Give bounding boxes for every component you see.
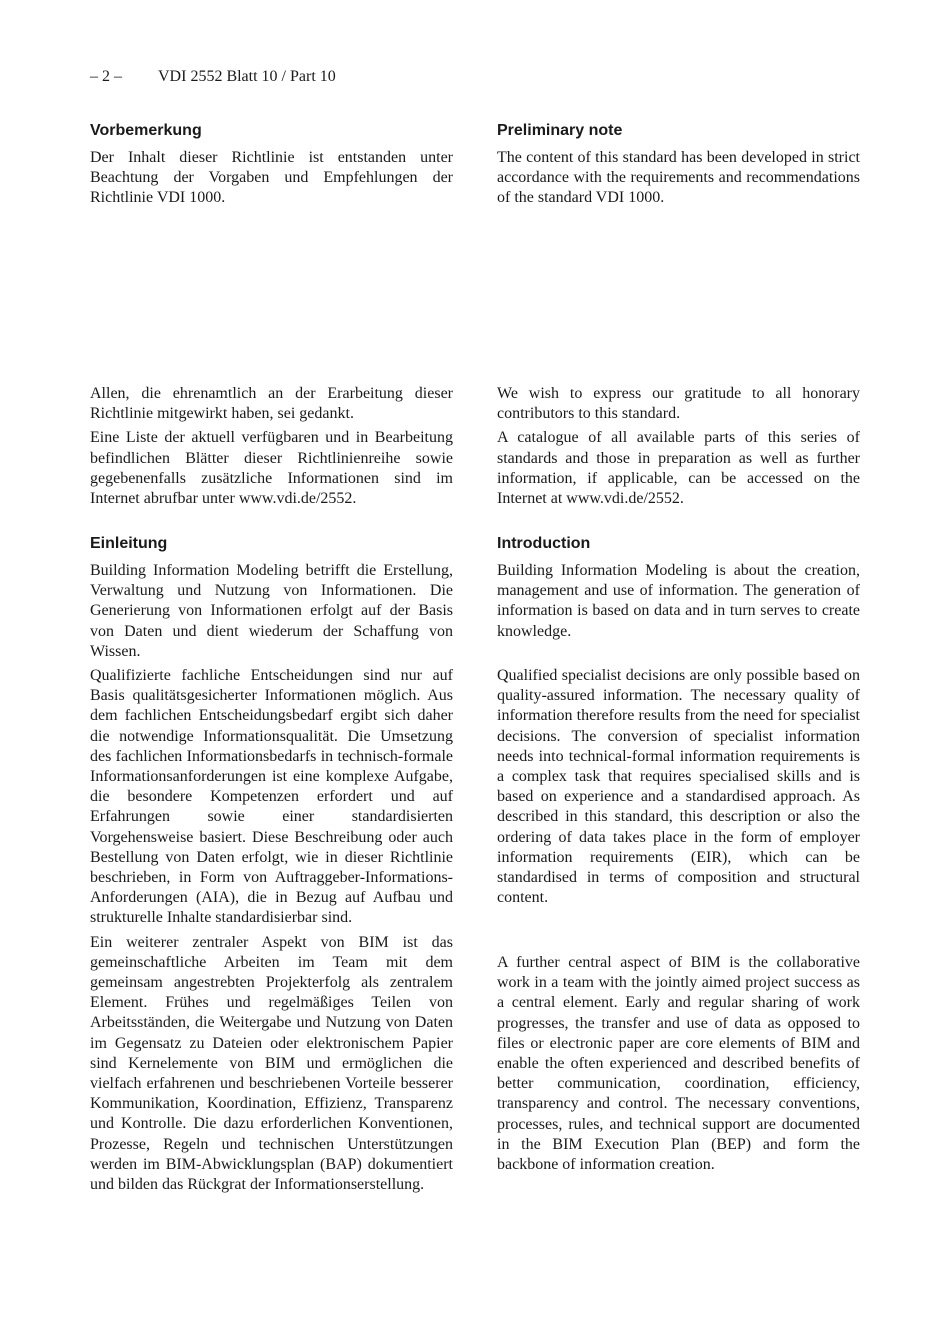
de-acknowledgement-block xyxy=(90,384,453,509)
en-preliminary-heading: Preliminary note xyxy=(497,122,623,139)
en-acknowledgement-block xyxy=(497,384,860,509)
de-introduction-text xyxy=(90,561,453,1195)
page-number: – 2 – xyxy=(90,68,122,85)
document-title: VDI 2552 Blatt 10 / Part 10 xyxy=(158,68,336,85)
en-introduction-heading: Introduction xyxy=(497,535,591,552)
en-intro-paragraph-2: Qualified specialist decisions are only possible based on quality-assured information. The necessary quality of information therefore results from the need for specialist decisions. The conversion of specialist information needs into technical-formal information requirements is a complex task that requires specialised skills and is based on experience and a standardised approach. As described in this standard, this description or also the ordering of data takes place in the form of employer information requirements (EIR), which can be standardised in terms of composition and structural content. xyxy=(497,667,860,907)
de-intro-paragraph-2: Qualifizierte fachliche Entscheidungen sind nur auf Basis qualitätsgesicherter Informationen möglich. Aus dem fachlichen Entscheidungsbedarf ergibt sich daher die notwendige Informationsqualität. Die Umsetzung des fachlichen Informationsbedarfs in technisch-formale Informationsanforderungen ist eine komplexe Aufgabe, die besondere Kompetenzen erfordert und auf Erfahrungen sowie einer standardisierten Vorgehensweise basiert. Diese Beschreibung oder auch Bestellung von Daten erfolgt, wie in dieser Richtlinie beschrieben, in Form von Auftraggeber-Informations-Anforderungen (AIA), die in Bezug auf Aufbau und strukturelle Inhalte standardisierbar sind. xyxy=(90,667,453,927)
en-intro-paragraph-1-block xyxy=(497,561,860,642)
de-preliminary-paragraph: Der Inhalt dieser Richtlinie ist entstanden unter Beachtung der Vorgaben und Empfehlungen der Richtlinie VDI 1000. xyxy=(90,149,453,207)
en-intro-paragraph-2-block xyxy=(497,666,860,908)
de-introduction-heading: Einleitung xyxy=(90,535,168,552)
running-header xyxy=(90,68,336,86)
en-preliminary-text xyxy=(497,148,860,209)
en-intro-paragraph-1: Building Information Modeling is about the creation, management and use of information. The generation of information is based on data and in turn serves to create knowledge. xyxy=(497,562,860,640)
en-intro-paragraph-3: A further central aspect of BIM is the collaborative work in a team with the jointly aimed project success as a central element. Early and regular sharing of work progresses, the transfer and use of data as opposed to files or electronic paper are core elements of BIM and enable the often experienced and described benefits of better communication, coordination, efficiency, transparency and control. The necessary conventions, processes, rules, and technical support are documented in the BIM Execution Plan (BEP) and form the backbone of information creation. xyxy=(497,954,860,1174)
en-list-paragraph: A catalogue of all available parts of this series of standards and those in preparation as well as further information, if applicable, can be accessed on the Internet at www.vdi.de/2552. xyxy=(497,429,860,508)
de-preliminary-text xyxy=(90,148,453,209)
en-thanks-paragraph: We wish to express our gratitude to all honorary contributors to this standard. xyxy=(497,385,860,423)
en-intro-paragraph-3-block xyxy=(497,953,860,1175)
de-preliminary-heading: Vorbemerkung xyxy=(90,122,202,139)
en-preliminary-paragraph: The content of this standard has been developed in strict accordance with the requirements and recommendations of the standard VDI 1000. xyxy=(497,149,860,207)
de-thanks-paragraph: Allen, die ehrenamtlich an der Erarbeitung dieser Richtlinie mitgewirkt haben, sei gedankt. xyxy=(90,385,453,423)
de-list-paragraph: Eine Liste der aktuell verfügbaren und in Bearbeitung befindlichen Blätter dieser Richtlinienreihe sowie gegebenenfalls zusätzliche Informationen sind im Internet abrufbar unter www.vdi.de/2552. xyxy=(90,429,453,508)
de-intro-paragraph-3: Ein weiterer zentraler Aspekt von BIM ist das gemeinschaftliche Arbeiten im Team mit dem gemeinsam angestrebten Projekterfolg als zentralem Element. Frühes und regelmäßiges Teilen von Arbeitsständen, die Weitergabe und Nutzung von Daten im Gegensatz zu Dateien oder elektronischem Papier sind Kernelemente von BIM und ermöglichen die vielfach erfahrenen und beschriebenen Vorteile besserer Kommunikation, Koordination, Effizienz, Transparenz und Kontrolle. Die dazu erforderlichen Konventionen, Prozesse, Regeln und technischen Unterstützungen werden im BIM-Abwicklungsplan (BAP) dokumentiert und bilden das Rückgrat der Informationserstellung. xyxy=(90,933,453,1194)
de-intro-paragraph-1: Building Information Modeling betrifft die Erstellung, Verwaltung und Nutzung von Informationen. Die Generierung von Informationen erfolgt auf der Basis von Daten und dient wiederum der Schaffung von Wissen. xyxy=(90,562,453,660)
